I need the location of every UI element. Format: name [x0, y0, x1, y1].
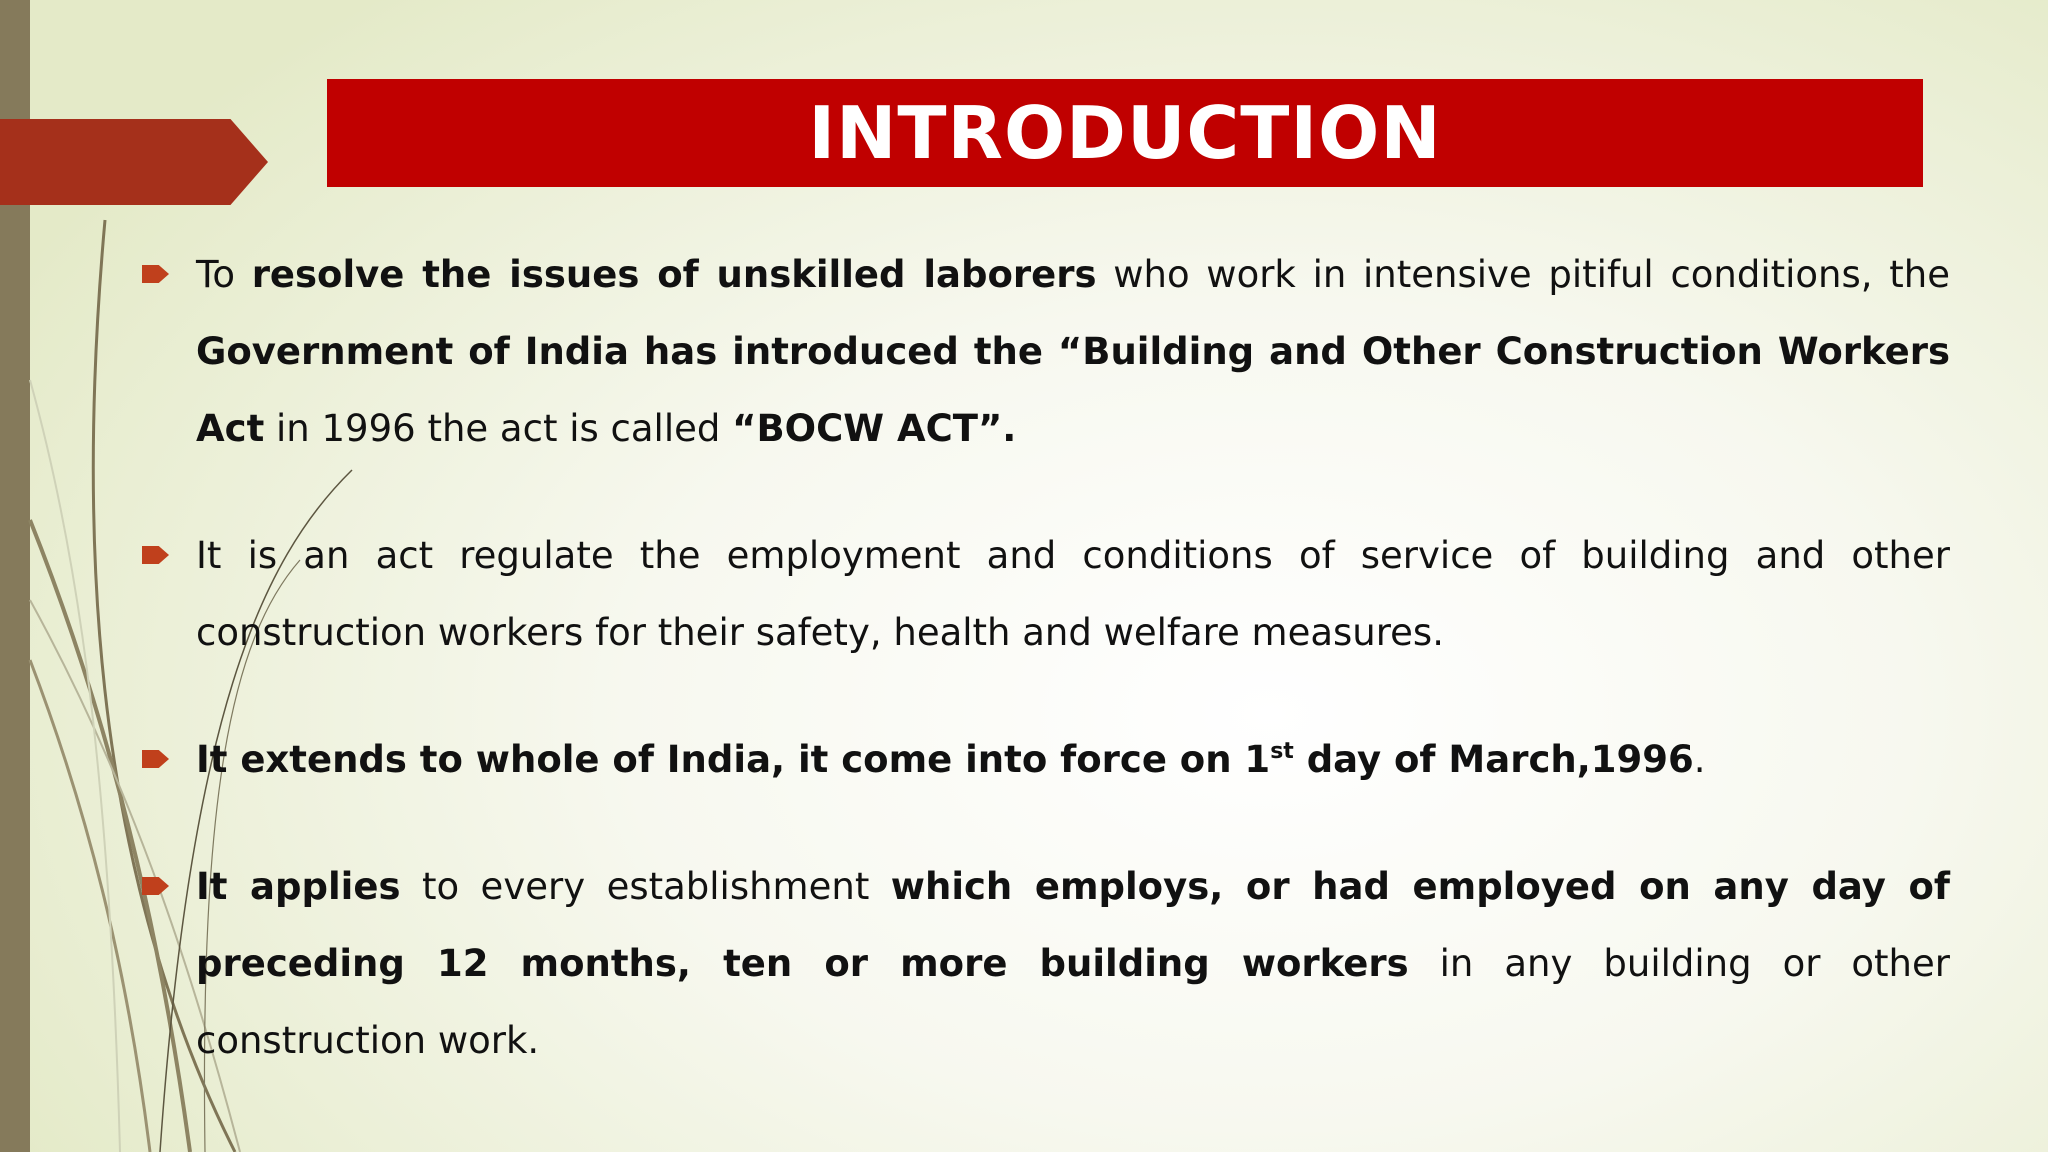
bullet-text: It is an act regulate the employment and conditions of service of building and other construction workers for their safety, health and welfare measures.	[196, 534, 1950, 654]
bullet-text: to every establishment	[400, 865, 891, 908]
bullet-text: in 1996 the act is called	[264, 407, 733, 450]
bullet-item	[138, 848, 1950, 1079]
bullet-text-bold: “BOCW ACT”.	[732, 407, 1017, 450]
slide-title: INTRODUCTION	[808, 91, 1442, 175]
bullet-item	[138, 517, 1950, 671]
bullet-text: who work in intensive pitiful conditions, the	[1096, 253, 1950, 296]
bullet-text-bold: resolve the issues of unskilled laborers	[251, 253, 1097, 296]
title-bar	[327, 79, 1923, 187]
arrow-right-icon	[142, 265, 169, 283]
bullet-text-bold: day of March,1996	[1293, 738, 1694, 781]
bullet-text: in any building or other construction work.	[196, 942, 1950, 1062]
bullet-text-bold: It applies	[196, 865, 401, 908]
bullet-text: .	[1693, 738, 1706, 781]
bullet-text: To	[196, 253, 252, 296]
bullet-item	[138, 721, 1950, 798]
arrow-right-icon	[142, 877, 169, 895]
bullet-item	[138, 236, 1950, 467]
arrow-right-icon	[142, 750, 169, 768]
bullet-text-bold: It extends to whole of India, it come into force on 1	[196, 738, 1271, 781]
arrow-right-icon	[142, 546, 169, 564]
bullet-text-bold: which employs, or had employed on any day of preceding 12 months, ten or more building workers	[196, 865, 1950, 985]
decorative-arrow-tab	[0, 119, 268, 205]
bullet-list	[138, 236, 1950, 1079]
bullet-text-bold: st	[1270, 739, 1294, 764]
bullet-text-bold: Government of India has introduced the “Building and Other Construction Workers Act	[196, 330, 1950, 450]
